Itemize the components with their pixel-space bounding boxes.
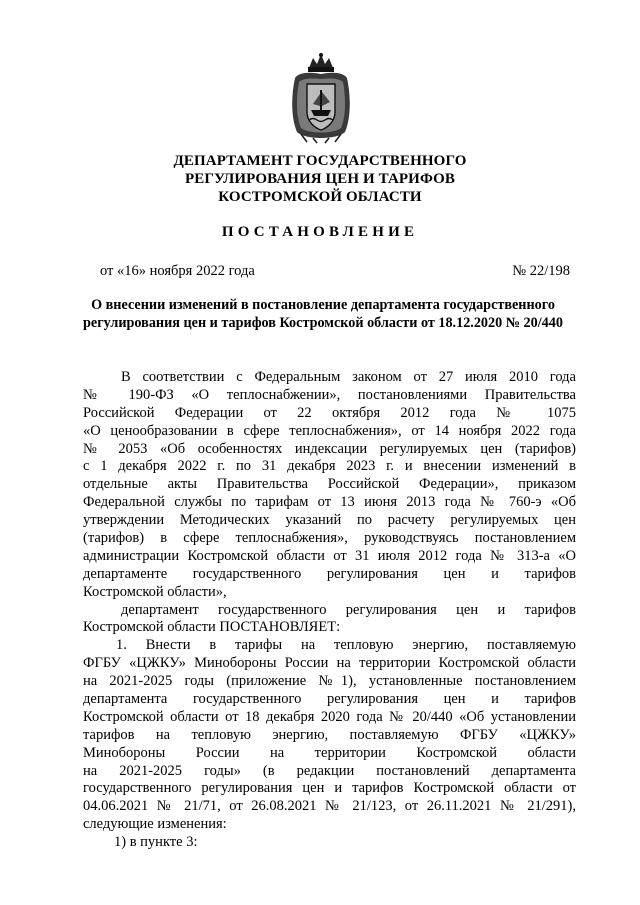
body-line: № 190-ФЗ «О теплоснабжении», постановлениями Правительства: [83, 386, 576, 403]
body-line: Костромской области»,: [83, 583, 227, 600]
org-title-line: КОСТРОМСКОЙ ОБЛАСТИ: [218, 189, 422, 205]
document-number: № 22/198: [512, 263, 570, 279]
body-line: отдельные акты Правительства Российской Федерации», приказом: [83, 476, 576, 493]
body-line: 04.06.2021 № 21/71, от 26.08.2021 № 21/123, от 26.11.2021 № 21/291),: [83, 798, 576, 815]
document-date: от «16» ноября 2022 года: [100, 263, 255, 279]
document-subject: [70, 296, 576, 332]
body-line: Минобороны России на территории Костромской области: [83, 744, 576, 761]
body-line: Федеральной службы по тарифам от 13 июня 2013 года № 760-э «Об: [83, 494, 576, 511]
body-line: В соответствии с Федеральным законом от 27 июля 2010 года: [121, 369, 576, 385]
body-line: на 2021-2025 годы» (в редакции постановлений департамента: [83, 762, 576, 779]
body-line: тарифов на тепловую энергию, поставляемую ФГБУ «ЦЖКУ»: [83, 726, 576, 743]
subject-line: регулирования цен и тарифов Костромской области от 18.12.2020 № 20/440: [83, 315, 563, 331]
body-line: департамент государственного регулирования цен и тарифов: [121, 601, 576, 618]
body-line: государственного регулирования цен и тарифов Костромской области от: [83, 780, 576, 797]
body-line: 1) в пункте 3:: [114, 834, 198, 851]
body-line: Российской Федерации от 22 октября 2012 года № 1075: [83, 404, 576, 421]
body-line: департамента государственного регулирования цен и тарифов: [83, 691, 576, 708]
body-line: на 2021-2025 годы (приложение №1), установленные постановлением: [83, 673, 576, 690]
subject-line: О внесении изменений в постановление департамента государственного: [91, 297, 555, 313]
org-title-line: РЕГУЛИРОВАНИЯ ЦЕН И ТАРИФОВ: [184, 171, 455, 187]
body-line: № 2053 «Об особенностях индексации регулируемых цен (тарифов): [83, 440, 576, 457]
body-line: с 1 декабря 2022 г. по 31 декабря 2023 г. и внесении изменений в: [83, 458, 576, 475]
body-line: департаменте государственного регулирования цен и тарифов: [83, 565, 576, 582]
body-line: 1. Внести в тарифы на тепловую энергию, поставляемую: [116, 637, 576, 654]
body-line: администрации Костромской области от 31 июля 2012 года № 313-а «О: [83, 547, 576, 564]
body-line: «О ценообразовании в сфере теплоснабжения», от 14 ноября 2022 года: [83, 422, 576, 439]
org-title-line: ДЕПАРТАМЕНТ ГОСУДАРСТВЕННОГО: [173, 153, 467, 169]
body-line: ФГБУ «ЦЖКУ» Минобороны России на территории Костромской области: [83, 655, 576, 672]
body-line: Костромской области ПОСТАНОВЛЯЕТ:: [83, 619, 341, 636]
body-line: следующие изменения:: [83, 816, 227, 833]
organization-title: [0, 152, 640, 206]
document-body: [83, 369, 576, 852]
coat-of-arms-icon: [289, 52, 353, 144]
body-line: утверждении Методических указаний по расчету регулируемых цен: [83, 512, 576, 529]
body-line: (тарифов) в сфере теплоснабжения», руководствуясь постановлением: [83, 530, 576, 547]
body-line: Костромской области от 18 декабря 2020 года № 20/440 «Об установлении: [83, 708, 576, 725]
document-type-heading: ПОСТАНОВЛЕНИЕ: [221, 224, 419, 240]
